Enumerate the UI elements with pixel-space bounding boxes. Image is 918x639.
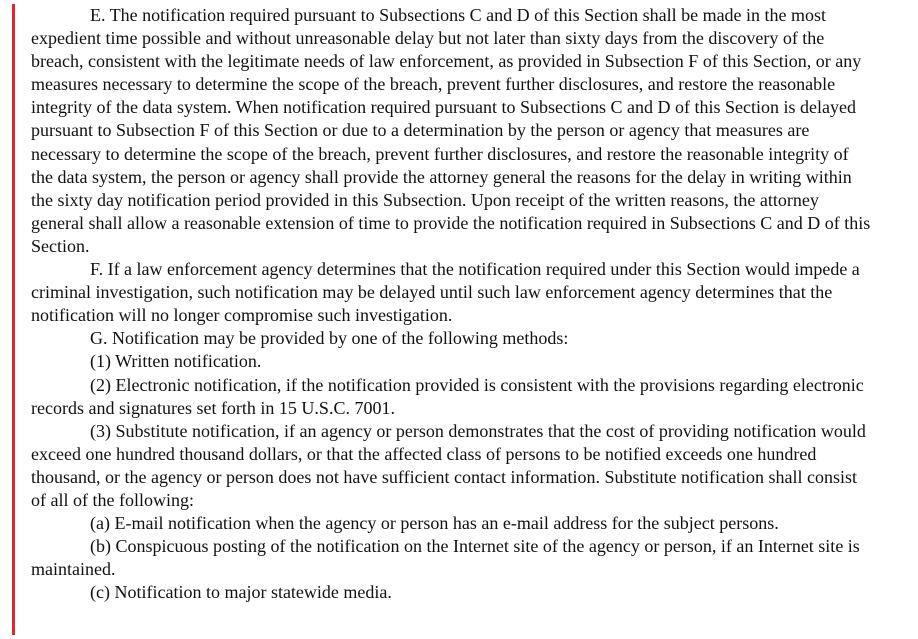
item-c-media-notification: (c) Notification to major statewide media. xyxy=(90,582,392,603)
item-1-written-notification: (1) Written notification. xyxy=(90,351,262,372)
document-body xyxy=(31,4,871,604)
paragraph-g: G. Notification may be provided by one of the following methods: xyxy=(90,328,569,349)
item-3-substitute-notification: (3) Substitute notification, if an agency or person demonstrates that the cost of providing notification would exceed one hundred thousand dollars, or that the affected class of persons to be notified exceeds one hundred thousand, or the agency or person does not have sufficient contact information. Substitute notification shall consist of all of the following: xyxy=(31,420,866,510)
paragraph-f: F. If a law enforcement agency determines that the notification required under this Section would impede a criminal investigation, such notification may be delayed until such law enforcement agency determines that the notification will no longer compromise such investigation. xyxy=(31,259,860,326)
item-b-internet-posting: (b) Conspicuous posting of the notification on the Internet site of the agency or person, if an Internet site is maintained. xyxy=(31,536,860,580)
paragraph-e: E. The notification required pursuant to Subsections C and D of this Section shall be made in the most expedient time possible and without unreasonable delay but not later than sixty days from the discovery of the breach, consistent with the legitimate needs of law enforcement, as provided in Subsection F of this Section, or any measures necessary to determine the scope of the breach, prevent further disclosures, and restore the reasonable integrity of the data system. When notification required pursuant to Subsections C and D of this Section is delayed pursuant to Subsection F of this Section or due to a determination by the person or agency that measures are necessary to determine the scope of the breach, prevent further disclosures, and restore the reasonable integrity of the data system, the person or agency shall provide the attorney general the reasons for the delay in writing within the sixty day notification period provided in this Subsection. Upon receipt of the written reasons, the attorney general shall allow a reasonable extension of time to provide the notification required in Subsections C and D of this Section. xyxy=(31,5,871,256)
item-2-electronic-notification: (2) Electronic notification, if the notification provided is consistent with the provisions regarding electronic records and signatures set forth in 15 U.S.C. 7001. xyxy=(31,374,864,418)
change-marker-bar xyxy=(12,4,15,635)
item-a-email-notification: (a) E-mail notification when the agency or person has an e-mail address for the subject persons. xyxy=(90,513,779,534)
